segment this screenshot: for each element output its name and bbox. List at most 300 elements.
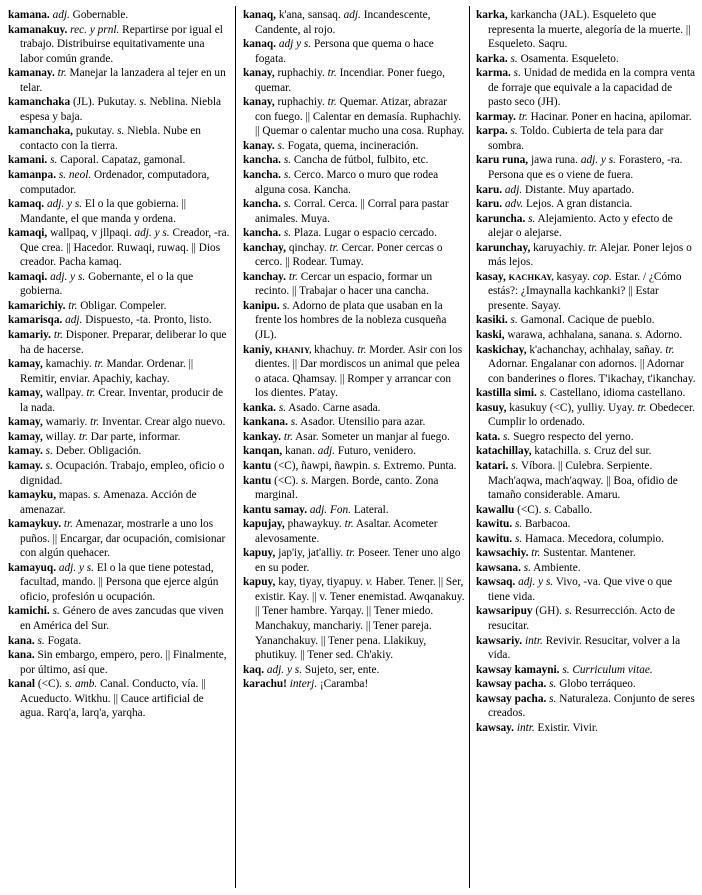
variant-forms: (<C). <box>274 474 299 487</box>
dictionary-entry <box>243 299 465 343</box>
dictionary-entry <box>476 532 696 547</box>
grammar-label: s. <box>514 518 523 531</box>
definition: Deber. Obligación. <box>55 445 142 458</box>
headword: kamichi. <box>8 605 50 618</box>
dictionary-entry <box>8 226 230 270</box>
headword: karka. <box>476 52 508 65</box>
grammar-label: s. <box>277 139 285 152</box>
definition: Mandar. Ordenar. || Remitir, enviar. Apachiy, kachay. <box>20 358 194 385</box>
grammar-label: tr. <box>90 416 100 429</box>
grammar-label: s. <box>139 96 147 109</box>
definition: Distante. Muy apartado. <box>524 183 635 196</box>
headword: kasuy, <box>476 401 507 414</box>
headword: kamay. <box>8 445 43 458</box>
variant-forms: k'ana, sansaq. <box>278 9 341 21</box>
grammar-label: adj. <box>343 9 361 21</box>
grammar-label: s. <box>93 489 101 502</box>
grammar-label: s. <box>283 154 292 167</box>
headword: kancha. <box>243 227 281 240</box>
headword: karachu! <box>243 678 287 691</box>
definition: Ambiente. <box>533 561 581 574</box>
definition: Barbacoa. <box>525 518 571 531</box>
grammar-label: tr. <box>57 67 67 80</box>
headword: kata. <box>476 430 501 443</box>
dictionary-entry <box>8 444 230 459</box>
headword: kamaqi. <box>8 270 48 283</box>
headword: kamanay. <box>8 67 55 80</box>
definition: Poseer. Tener uno algo en su poder. <box>255 547 461 574</box>
grammar-label: adj. <box>52 9 70 21</box>
dictionary-entry <box>243 663 465 678</box>
grammar-label: s. <box>301 474 309 487</box>
dictionary-entry <box>8 328 230 357</box>
grammar-label: cop. <box>592 270 612 283</box>
variant-forms: (JL). Pukutay. <box>72 96 137 109</box>
dictionary-entry <box>476 66 696 110</box>
headword: kamay. <box>8 459 43 472</box>
definition: Hamaca. Mecedora, columpio. <box>525 532 664 545</box>
definition: Asador. Utensilio para azar. <box>300 416 426 429</box>
definition: El o la que tiene potestad, facultad, mando. || Persona que ejerce algún oficio, profesión u ocupación. <box>20 561 219 603</box>
definition: Ocupación. Trabajo, empleo, oficio o dignidad. <box>20 459 225 487</box>
column-divider <box>235 6 236 888</box>
grammar-label: tr. <box>531 547 541 560</box>
headword: kasiki. <box>476 314 508 327</box>
headword: kanaq, <box>243 9 276 21</box>
dictionary-entry <box>243 139 465 154</box>
definition: Forastero, -ra. Persona que es o viene de fuera. <box>488 154 683 182</box>
definition: Vivo, -va. Que vive o que tiene vida. <box>488 576 673 603</box>
dictionary-entry <box>243 197 465 226</box>
grammar-label: tr. <box>665 343 675 356</box>
definition: ¡Caramba! <box>319 678 369 691</box>
grammar-label: s. <box>282 299 290 312</box>
grammar-label: tr. <box>288 270 298 283</box>
dictionary-entry <box>8 430 230 445</box>
grammar-label: s. <box>45 459 53 472</box>
variant-forms: mapas. <box>58 489 91 502</box>
definition: Adorno. <box>644 329 683 342</box>
definition: Cancha de fútbol, fulbito, etc. <box>293 154 429 167</box>
grammar-label: tr. <box>518 110 528 123</box>
dictionary-entry <box>476 241 696 270</box>
grammar-label: intr. <box>516 721 535 734</box>
grammar-label: tr. <box>86 387 96 400</box>
dictionary-entry <box>476 401 696 430</box>
dictionary-entry <box>476 663 696 678</box>
definition: Estar. / ¿Cómo estás?: ¿Imaynalla kachkanki? || Estar presente. Sayay. <box>488 270 682 312</box>
grammar-label: tr. <box>78 430 88 443</box>
dictionary-entry <box>243 430 465 445</box>
definition: Futuro, venidero. <box>337 445 416 458</box>
dictionary-entry <box>243 270 465 299</box>
dictionary-entry <box>8 488 230 517</box>
grammar-label: tr. <box>327 67 337 80</box>
definition: Cruz del sur. <box>594 445 652 458</box>
dictionary-entry <box>476 328 696 343</box>
variant-forms: kasyay. <box>556 270 590 283</box>
dictionary-entry <box>476 313 696 328</box>
dictionary-entry <box>8 313 230 328</box>
grammar-label: s. <box>278 401 287 414</box>
definition: Resurrección. Acto de resucitar. <box>488 605 675 632</box>
dictionary-entry <box>243 8 465 37</box>
variant-forms: (<C). <box>517 503 542 516</box>
dictionary-entry <box>8 517 230 561</box>
headword: kamaqi, <box>8 227 48 240</box>
dictionary-entry <box>243 153 465 168</box>
variant-forms: karkancha (JAL). <box>510 9 590 21</box>
grammar-label: s. <box>514 532 523 545</box>
dictionary-entry <box>243 95 465 139</box>
variant-forms: wallpay. <box>45 387 84 400</box>
variant-forms: karuyachiy. <box>533 241 586 254</box>
definition: Sin embargo, empero, pero. || Finalmente, por último, así que. <box>20 649 227 676</box>
variant-forms: wallpaq, v jllpaqi. <box>50 227 132 240</box>
dictionary-entry <box>476 430 696 445</box>
dictionary-entry <box>243 517 465 546</box>
headword: kanqan, <box>243 445 283 458</box>
grammar-label: s. <box>549 692 557 705</box>
dictionary-entry <box>8 153 230 168</box>
dictionary-entry <box>8 124 230 153</box>
variant-forms: warawa, achhalana, sanana. <box>507 329 633 342</box>
definition: Cerco. Marco o muro que rodea alguna cosa. Kancha. <box>255 169 439 196</box>
definition: Lateral. <box>353 503 389 516</box>
headword: karma. <box>476 67 511 80</box>
grammar-label: s. <box>290 416 298 429</box>
dictionary-entry <box>243 444 465 459</box>
grammar-label: s. <box>528 212 536 225</box>
definition: Crear. Inventar, producir de la nada. <box>20 387 223 414</box>
headword: kancha. <box>243 154 281 167</box>
dictionary-entry <box>476 692 696 721</box>
definition: Corral. Cerca. || Corral para pastar animales. Muya. <box>255 198 449 225</box>
headword: kanchay, <box>243 241 287 254</box>
grammar-label: tr. <box>53 329 63 342</box>
variant-forms: jawa runa. <box>530 154 578 167</box>
grammar-label: adj. Fon. <box>309 503 351 516</box>
dictionary-entry <box>476 110 696 125</box>
variant-forms: kanan. <box>285 445 315 458</box>
dictionary-entry <box>243 503 465 518</box>
grammar-label: s. <box>37 634 45 647</box>
definition: Lejos. A gran distancia. <box>526 198 633 211</box>
grammar-label: tr. <box>637 401 647 414</box>
dictionary-entry <box>243 66 465 95</box>
dictionary-entry <box>476 503 696 518</box>
definition: Disponer. Preparar, deliberar lo que ha de hacerse. <box>20 329 227 356</box>
grammar-label: s. Curriculum vitae. <box>562 663 653 676</box>
grammar-label: s. <box>510 314 518 327</box>
grammar-label: s. <box>544 503 552 516</box>
dictionary-entry <box>476 575 696 604</box>
dictionary-entry <box>476 634 696 663</box>
grammar-label: s. <box>283 198 292 211</box>
headword: kantu <box>243 459 272 472</box>
definition: Morder. Asir con los dientes. || Dar mordiscos un animal que pelea o ataca. Qhamsay. || Romper y arrancar con los dientes. P'atay. <box>255 343 463 400</box>
grammar-label: tr. <box>63 518 73 531</box>
definition: Persona que quema o hace fogata. <box>255 38 434 65</box>
dictionary-entry <box>8 299 230 314</box>
grammar-label: intr. <box>524 634 543 647</box>
column-2 <box>243 8 465 692</box>
dictionary-entry <box>8 648 230 677</box>
dictionary-entry <box>8 634 230 649</box>
variant-forms: qinchay. <box>288 241 327 254</box>
definition: Globo terráqueo. <box>559 678 636 691</box>
variant-forms: (<C). <box>37 678 63 691</box>
headword: karuncha. <box>476 212 526 225</box>
grammar-label: adj. <box>504 183 523 196</box>
headword: kamana. <box>8 9 50 21</box>
grammar-label: adj. <box>317 445 335 458</box>
variant-forms: wamariy. <box>45 416 88 429</box>
definition: Neblina. Niebla espesa y baja. <box>20 96 221 123</box>
variant-smallcaps: KHANIY, <box>275 344 312 355</box>
definition: Víbora. || Culebra. Serpiente. Mach'aqwa, mach'aqway. || Boa, ofidio de tamaño considerable. Amaru. <box>488 459 678 502</box>
grammar-label: s. <box>583 445 592 458</box>
dictionary-entry <box>243 677 465 692</box>
headword: kawallu <box>476 503 515 516</box>
variant-forms: ruphachiy. <box>277 67 325 80</box>
definition: Hacinar. Poner en hacina, apilomar. <box>530 110 692 123</box>
variant-forms: (GH). <box>535 605 563 618</box>
definition: Manejar la lanzadera al tejer en un telar. <box>20 67 226 94</box>
definition: Unidad de medida en la compra venta de forraje que equivale a la capacidad de pasto seco (JH). <box>488 67 696 109</box>
headword: kamanchaka, <box>8 125 73 138</box>
definition: Margen. Borde, canto. Zona marginal. <box>255 474 439 502</box>
headword: kawsaripuy <box>476 605 533 618</box>
definition: Creador, -ra. Que crea. || Hacedor. Ruwaqi, ruwaq. || Dios creador. Pacha kamaq. <box>20 227 230 269</box>
grammar-label: s. <box>523 561 531 574</box>
headword: kanchay. <box>243 270 287 283</box>
grammar-label: tr. <box>327 96 337 109</box>
variant-forms: willay. <box>45 430 76 443</box>
dictionary-entry <box>243 474 465 503</box>
dictionary-entry <box>476 386 696 401</box>
grammar-label: adj. y s. <box>518 576 554 589</box>
headword: kaski, <box>476 329 505 342</box>
headword: karka, <box>476 9 508 21</box>
definition: Extremo. Punta. <box>383 459 457 472</box>
dictionary-entry <box>476 343 696 387</box>
headword: kapuy, <box>243 547 276 560</box>
headword: kawitu. <box>476 532 513 545</box>
headword: kantu samay. <box>243 503 308 516</box>
dictionary-entry <box>8 23 230 67</box>
dictionary-entry <box>8 459 230 488</box>
dictionary-entry <box>476 444 696 459</box>
definition: Obligar. Compeler. <box>80 299 167 312</box>
headword: katari. <box>476 459 509 472</box>
definition: Repartirse por igual el trabajo. Distribuirse equitativamente una labor común grande. <box>20 23 223 65</box>
variant-forms: kamachiy. <box>45 358 92 371</box>
grammar-label: adj y s. <box>278 38 312 51</box>
grammar-label: s. <box>539 387 547 400</box>
grammar-label: adj. y s. <box>58 561 95 574</box>
dictionary-entry <box>476 197 696 212</box>
definition: Alejamiento. Acto y efecto de alejar o alejarse. <box>488 212 673 240</box>
grammar-label: s. amb. <box>64 678 98 691</box>
dictionary-entry <box>8 357 230 386</box>
dictionary-entry <box>476 561 696 576</box>
headword: kasay, <box>476 270 506 283</box>
definition: Esqueleto que representa la muerte, alegoría de la muerte. || Esqueleto. Saqru. <box>488 9 691 51</box>
headword: kanipu. <box>243 299 280 312</box>
definition: El o la que gobierna. || Mandante, el que manda y ordena. <box>20 198 187 225</box>
dictionary-entry <box>8 604 230 633</box>
headword: karpa. <box>476 125 508 138</box>
variant-forms: ruphachiy. <box>277 96 325 109</box>
grammar-label: tr. <box>346 547 356 560</box>
variant-forms: (<C), ñawpi, ñawpin. <box>274 459 371 472</box>
definition: Ordenador, computadora, computador. <box>20 169 210 196</box>
definition: Caballo. <box>554 503 593 516</box>
grammar-label: s. <box>45 445 53 458</box>
variant-forms: khachuy. <box>314 343 355 356</box>
headword: kamay, <box>8 387 43 400</box>
headword: kanal <box>8 678 36 691</box>
definition: Fogata, quema, incineración. <box>287 139 419 152</box>
definition: Plaza. Lugar o espacio cercado. <box>293 227 437 240</box>
grammar-label: tr. <box>283 430 293 443</box>
headword: kawsay kamayni. <box>476 663 560 676</box>
definition: Sujeto, ser, ente. <box>304 663 380 676</box>
grammar-label: s. <box>283 169 292 182</box>
grammar-label: tr. <box>94 358 104 371</box>
definition: Revivir. Resucitar, volver a la vida. <box>488 634 681 662</box>
headword: kamarisqa. <box>8 314 63 327</box>
headword: kaskichay, <box>476 343 527 356</box>
grammar-label: tr. <box>357 343 367 356</box>
grammar-label: adj. y s. <box>134 227 170 240</box>
dictionary-entry <box>8 270 230 299</box>
headword: kawsana. <box>476 561 521 574</box>
definition: Género de aves zancudas que viven en América del Sur. <box>20 605 224 632</box>
dictionary-entry <box>8 415 230 430</box>
grammar-label: s. <box>635 329 643 342</box>
headword: kanka. <box>243 401 276 414</box>
column-divider <box>469 6 470 888</box>
headword: karu runa, <box>476 154 529 167</box>
definition: Cercar. Poner cercas o cerco. || Rodear. Tumay. <box>255 241 443 269</box>
definition: Gamonal. Cacique de pueblo. <box>520 314 655 327</box>
headword: kaniy, <box>243 343 273 356</box>
dictionary-entry <box>476 721 696 736</box>
grammar-label: adj. <box>65 314 83 327</box>
definition: Asado. Carne asada. <box>288 401 381 414</box>
definition: Caporal. Capataz, gamonal. <box>60 154 186 167</box>
definition: Niebla. Nube en contacto con la tierra. <box>20 125 201 152</box>
headword: karmay. <box>476 110 516 123</box>
variant-forms: katachilla. <box>534 445 582 458</box>
definition: Osamenta. Esqueleto. <box>520 52 619 65</box>
definition: Fogata. <box>47 634 82 647</box>
headword: kaq. <box>243 663 265 676</box>
definition: Naturaleza. Conjunto de seres creados. <box>488 692 695 720</box>
dictionary-entry <box>476 546 696 561</box>
headword: kawsachiy. <box>476 547 529 560</box>
variant-forms: phawaykuy. <box>287 518 342 531</box>
headword: kanay. <box>243 139 275 152</box>
headword: kamani. <box>8 154 48 167</box>
grammar-label: tr. <box>329 241 339 254</box>
column-3 <box>476 8 696 735</box>
grammar-label: s. neol. <box>58 169 92 182</box>
dictionary-entry <box>476 52 696 67</box>
dictionary-entry <box>243 241 465 270</box>
headword: kawsay. <box>476 721 514 734</box>
dictionary-entry <box>8 197 230 226</box>
headword: kantu <box>243 474 272 487</box>
variant-forms: kay, tiyay, tiyapuy. <box>278 576 363 589</box>
definition: Inventar. Crear algo nuevo. <box>102 416 226 429</box>
definition: Adorno de plata que usaban en la frente los hombres de la nobleza cusqueña (JL). <box>255 299 447 342</box>
dictionary-entry <box>476 153 696 182</box>
grammar-label: s. <box>513 67 521 80</box>
grammar-label: tr. <box>344 518 354 531</box>
headword: kawsaq. <box>476 576 516 589</box>
grammar-label: adj. y s. <box>266 663 303 676</box>
definition: Gobernable. <box>72 9 129 21</box>
dictionary-entry <box>476 270 696 314</box>
dictionary-entry <box>243 546 465 575</box>
dictionary-entry <box>476 212 696 241</box>
headword: kawsay pacha. <box>476 678 547 691</box>
headword: kamanpa. <box>8 169 57 182</box>
definition: Amenazar, mostrarle a uno los puños. || Encargar, dar ocupación, comisionar con algún quehacer. <box>20 518 226 560</box>
headword: kamaq. <box>8 198 45 211</box>
headword: kankana. <box>243 416 288 429</box>
headword: kamay, <box>8 430 43 443</box>
grammar-label: s. <box>50 154 58 167</box>
dictionary-entry <box>476 8 696 52</box>
headword: kastilla simi. <box>476 387 537 400</box>
dictionary-entry <box>243 37 465 66</box>
dictionary-entry <box>476 124 696 153</box>
definition: Adornar. Engalanar con adornos. || Adornar con banderines o flores. T'ikachay, t'ikanchay. <box>488 358 696 385</box>
definition: Alejar. Poner lejos o más lejos. <box>488 241 692 269</box>
dictionary-entry <box>243 226 465 241</box>
dictionary-entry <box>476 459 696 503</box>
headword: kanay, <box>243 67 275 80</box>
grammar-label: adv. <box>504 198 524 211</box>
dictionary-entry <box>476 677 696 692</box>
dictionary-entry <box>8 66 230 95</box>
headword: kawsariy. <box>476 634 523 647</box>
variant-forms: jap'iy, jat'alliy. <box>278 547 344 560</box>
headword: kamayuq. <box>8 561 57 574</box>
dictionary-entry <box>8 386 230 415</box>
definition: Haber. Tener. || Ser, existir. Kay. || v. Tener enemistad. Awqanakuy. || Tener hambre. Yarqay. || Tener miedo. Manchakuy, manchariy. || Tener pareja. Yananchakuy. || Tener pena. Llakikuy, phutikuy. || Tener sed. Ch'akiy. <box>255 576 465 662</box>
grammar-label: adj. y s. <box>580 154 616 167</box>
dictionary-entry <box>8 8 230 23</box>
headword: karu. <box>476 183 503 196</box>
dictionary-entry <box>8 677 230 721</box>
definition: Canal. Conducto, vía. || Acueducto. Witkhu. || Cauce artificial de agua. Rarq'a, larq'a, yarqha. <box>20 678 206 720</box>
definition: Cercar un espacio, formar un recinto. || Trabajar o hacer una cancha. <box>255 270 433 298</box>
dictionary-entry <box>243 401 465 416</box>
variant-forms: k'achanchay, achhalay, sañay. <box>529 343 663 356</box>
grammar-label: s. <box>511 459 519 472</box>
headword: karu. <box>476 198 503 211</box>
headword: kana. <box>8 649 35 662</box>
grammar-label: rec. y prnl. <box>70 23 120 36</box>
headword: kawsay pacha. <box>476 692 547 705</box>
dictionary-entry <box>243 343 465 401</box>
dictionary-entry <box>476 183 696 198</box>
